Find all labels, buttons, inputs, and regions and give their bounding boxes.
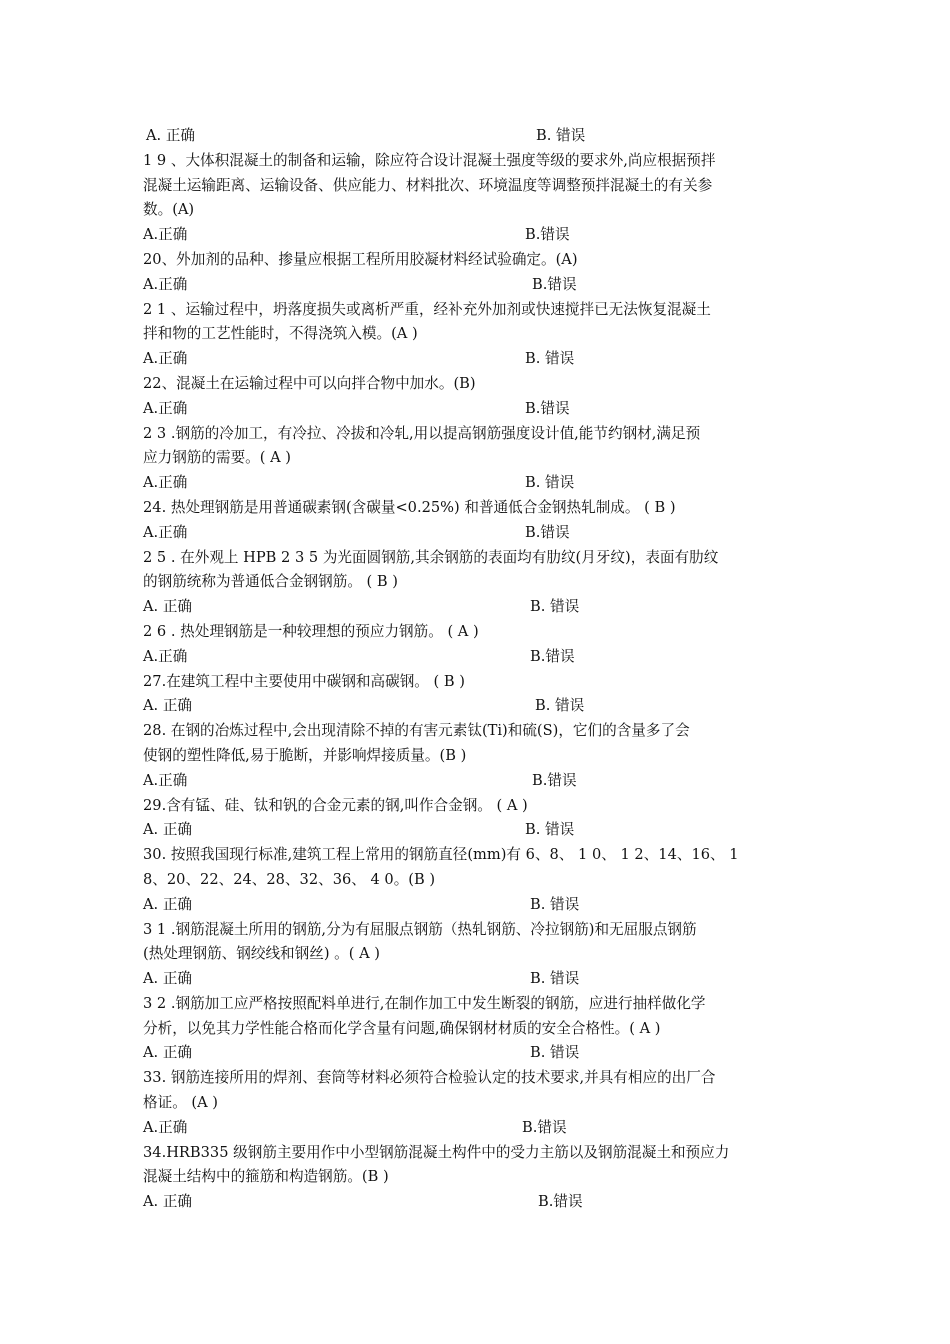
option-a-correct: A.正确 — [143, 1118, 188, 1136]
option-a-correct: A. 正确 — [143, 598, 193, 616]
question-text-line: 22、混凝土在运输过程中可以向拌合物中加水。(B) — [143, 374, 476, 392]
question-text-line: 使钢的塑性降低,易于脆断，并影响焊接质量。(B ) — [143, 746, 467, 764]
option-a-correct: A.正确 — [143, 523, 188, 541]
answer-options — [143, 273, 813, 298]
option-a-correct: A.正确 — [143, 275, 188, 293]
question-item — [143, 620, 813, 670]
option-a-correct: A. 正确 — [143, 970, 193, 988]
option-a-correct: A. 正确 — [143, 1193, 193, 1211]
option-a-correct: A.正确 — [143, 226, 188, 244]
option-b-wrong: B.错误 — [530, 647, 575, 665]
question-text-line: 的钢筋统称为普通低合金钢钢筋。 ( B ) — [143, 573, 398, 591]
answer-options — [143, 124, 813, 149]
answer-options — [143, 818, 813, 843]
question-item — [143, 1141, 813, 1215]
question-text-line: 3 1 .钢筋混凝土所用的钢筋,分为有屈服点钢筋（热轧钢筋、冷拉钢筋)和无屈服点钢筋 — [143, 920, 697, 938]
question-text-line: 2 3 .钢筋的冷加工，有冷拉、冷拔和冷轧,用以提高钢筋强度设计值,能节约钢材,满足预 — [143, 424, 701, 442]
option-b-wrong: B. 错误 — [536, 127, 586, 144]
question-text-line: 33. 钢筋连接所用的焊剂、套筒等材料必须符合检验认定的技术要求,并具有相应的出厂合 — [143, 1069, 716, 1087]
question-item — [143, 422, 813, 496]
question-text-line: 格证。 (A ) — [143, 1094, 218, 1112]
question-item — [143, 794, 813, 844]
option-a-correct: A. 正确 — [146, 127, 196, 144]
option-b-wrong: B.错误 — [525, 399, 570, 417]
question-text-line: 2 1 、运输过程中，坍落度损失或离析严重，经补充外加剂或快速搅拌已无法恢复混凝土 — [143, 300, 711, 318]
option-b-wrong: B.错误 — [522, 1118, 567, 1136]
question-text-line: 混凝土结构中的箍筋和构造钢筋。(B ) — [143, 1168, 389, 1186]
answer-options — [143, 769, 813, 794]
question-text-line: 应力钢筋的需要。( A ) — [143, 449, 291, 467]
question-text-line: 24. 热处理钢筋是用普通碳素钢(含碳量<0.25%) 和普通低合金钢热轧制成。 ( B ) — [143, 498, 676, 516]
question-item — [143, 719, 813, 793]
question-item — [143, 546, 813, 620]
question-item — [143, 670, 813, 720]
answer-options — [143, 521, 813, 546]
quiz-document — [143, 124, 813, 1215]
answer-options — [143, 223, 813, 248]
option-a-correct: A.正确 — [143, 771, 188, 789]
option-a-correct: A.正确 — [143, 350, 188, 368]
option-b-wrong: B. 错误 — [525, 350, 575, 368]
answer-options — [143, 471, 813, 496]
option-a-correct: A.正确 — [143, 474, 188, 492]
question-text-line: 27.在建筑工程中主要使用中碳钢和高碳钢。 ( B ) — [143, 672, 465, 690]
option-b-wrong: B. 错误 — [535, 697, 585, 715]
answer-options — [143, 1041, 813, 1066]
answer-options — [143, 893, 813, 918]
answer-options — [143, 694, 813, 719]
question-item — [143, 843, 813, 917]
answer-options — [143, 1116, 813, 1141]
question-text-line: 2 5 . 在外观上 HPB 2 3 5 为光面圆钢筋,其余钢筋的表面均有肋纹(月牙纹)，表面有肋纹 — [143, 548, 719, 566]
question-item — [143, 1066, 813, 1140]
option-b-wrong: B. 错误 — [530, 598, 580, 616]
option-b-wrong: B.错误 — [538, 1193, 583, 1211]
question-text-line: 2 6 . 热处理钢筋是一种较理想的预应力钢筋。 ( A ) — [143, 622, 479, 640]
question-text-line: 20、外加剂的品种、掺量应根据工程所用胶凝材料经试验确定。(A) — [143, 250, 578, 268]
option-a-correct: A. 正确 — [143, 1044, 193, 1062]
question-text-line: 28. 在钢的冶炼过程中,会出现清除不掉的有害元素钛(Ti)和硫(S)，它们的含量多了会 — [143, 722, 690, 740]
question-item — [143, 149, 813, 248]
answer-options — [143, 1190, 813, 1215]
question-text-line: 3 2 .钢筋加工应严格按照配料单进行,在制作加工中发生断裂的钢筋，应进行抽样做化学 — [143, 994, 706, 1012]
option-b-wrong: B.错误 — [532, 771, 577, 789]
option-b-wrong: B.错误 — [525, 523, 570, 541]
question-item — [143, 372, 813, 422]
option-a-correct: A. 正确 — [143, 821, 193, 839]
answer-options — [143, 645, 813, 670]
question-text-line: 分析，以免其力学性能合格而化学含量有问题,确保钢材材质的安全合格性。( A ) — [143, 1019, 661, 1037]
question-item — [143, 992, 813, 1066]
option-b-wrong: B. 错误 — [525, 474, 575, 492]
option-b-wrong: B. 错误 — [530, 1044, 580, 1062]
question-text-line: 34.HRB335 级钢筋主要用作中小型钢筋混凝土构件中的受力主筋以及钢筋混凝土和预应力 — [143, 1143, 730, 1161]
option-b-wrong: B. 错误 — [530, 970, 580, 988]
question-text-line: 拌和物的工艺性能时，不得浇筑入模。(A ) — [143, 325, 418, 343]
question-item — [143, 248, 813, 298]
question-text-line: 8、20、22、24、28、32、36、 4 0。(B ) — [143, 870, 436, 888]
answer-options — [143, 967, 813, 992]
option-b-wrong: B.错误 — [525, 226, 570, 244]
option-b-wrong: B. 错误 — [530, 895, 580, 913]
option-a-correct: A.正确 — [143, 647, 188, 665]
answer-options — [143, 347, 813, 372]
question-item — [143, 298, 813, 372]
option-a-correct: A.正确 — [143, 399, 188, 417]
question-text-line: 1 9 、大体积混凝土的制备和运输，除应符合设计混凝土强度等级的要求外,尚应根据预拌 — [143, 151, 716, 169]
answer-options — [143, 397, 813, 422]
option-b-wrong: B. 错误 — [525, 821, 575, 839]
option-b-wrong: B.错误 — [532, 275, 577, 293]
question-text-line: 混凝土运输距离、运输设备、供应能力、材料批次、环境温度等调整预拌混凝土的有关参 — [143, 176, 713, 194]
question-item — [143, 918, 813, 992]
question-text-line: (热处理钢筋、钢绞线和钢丝) 。( A ) — [143, 945, 380, 963]
question-text-line: 30. 按照我国现行标准,建筑工程上常用的钢筋直径(mm)有 6、8、 1 0、 1 2、14、16、 1 — [143, 846, 739, 864]
question-text-line: 数。(A) — [143, 201, 195, 219]
option-a-correct: A. 正确 — [143, 895, 193, 913]
answer-options — [143, 595, 813, 620]
question-item — [143, 496, 813, 546]
option-a-correct: A. 正确 — [143, 697, 193, 715]
question-text-line: 29.含有锰、硅、钛和钒的合金元素的钢,叫作合金钢。 ( A ) — [143, 796, 528, 814]
question-item — [143, 124, 813, 149]
